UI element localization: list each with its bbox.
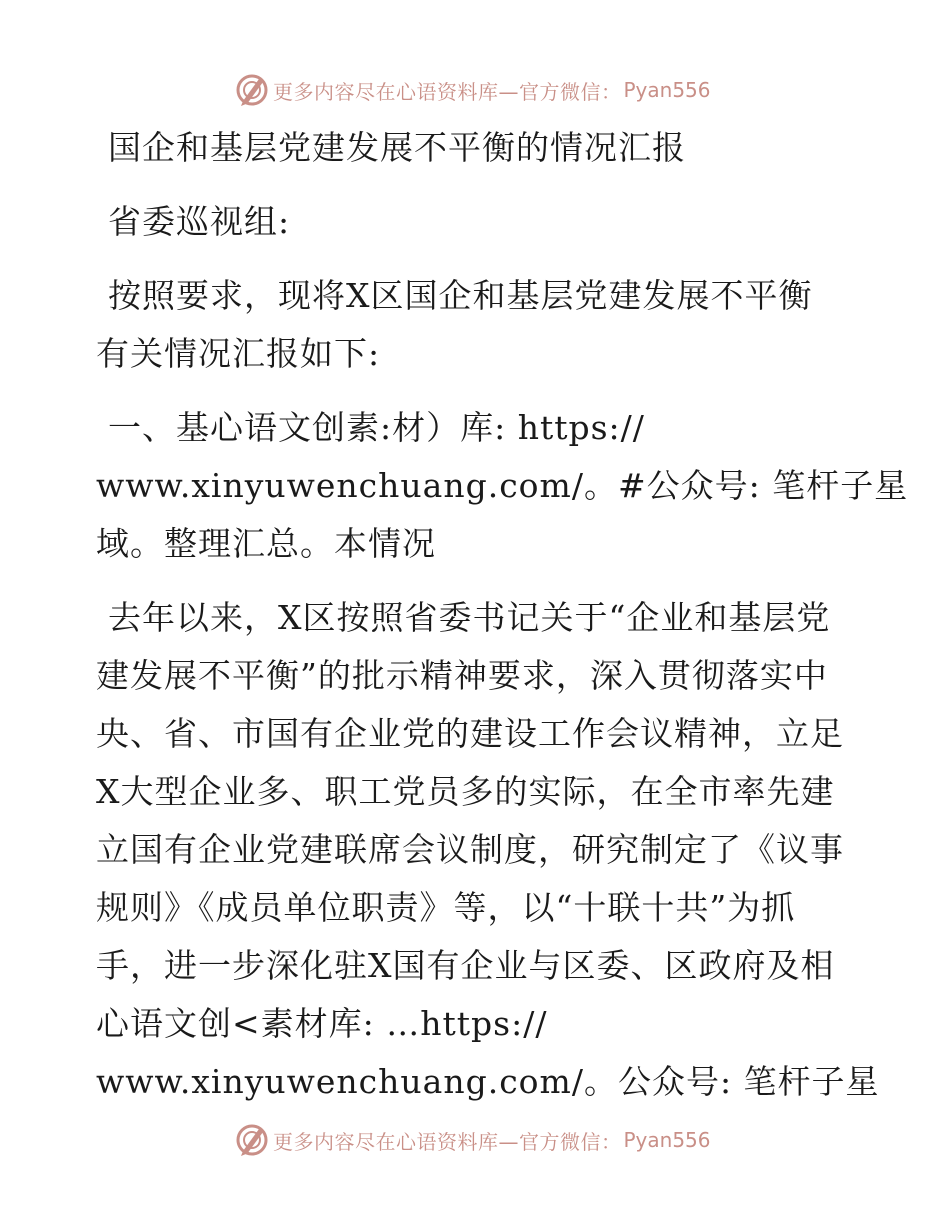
- body-line: 央、省、市国有企业党的建设工作会议精神，立足: [96, 714, 844, 753]
- body-line: X大型企业多、职工党员多的实际，在全市率先建: [96, 772, 835, 811]
- body-line: 规则》《成员单位职责》等，以“十联十共”为抓: [96, 888, 796, 927]
- body-line: 建发展不平衡”的批示精神要求，深入贯彻落实中: [96, 656, 828, 695]
- body-line: 去年以来，X区按照省委书记关于“企业和基层党: [108, 598, 831, 637]
- pen-logo-icon: [235, 1123, 269, 1157]
- section-heading-line: www.xinyuwenchuang.com/。#公众号: 笔杆子星: [96, 466, 909, 505]
- intro-line: 有关情况汇报如下:: [96, 334, 381, 373]
- document-title: 国企和基层党建发展不平衡的情况汇报: [108, 128, 686, 167]
- watermark-wechat-id: Pyan556: [623, 78, 711, 102]
- watermark-footer: [235, 1122, 711, 1158]
- pen-logo-icon: [235, 73, 269, 107]
- watermark-text: 更多内容尽在心语资料库—官方微信：: [273, 79, 622, 104]
- salutation: 省委巡视组:: [108, 202, 291, 241]
- section-heading-line: 一、基心语文创素:材）库: https://: [108, 408, 645, 447]
- watermark-text: 更多内容尽在心语资料库—官方微信：: [273, 1129, 622, 1154]
- body-line: 心语文创<素材库: …https://: [96, 1004, 548, 1043]
- watermark-wechat-id: Pyan556: [623, 1128, 711, 1152]
- body-line: www.xinyuwenchuang.com/。公众号: 笔杆子星: [96, 1062, 880, 1101]
- intro-line: 按照要求，现将X区国企和基层党建发展不平衡: [108, 276, 813, 315]
- body-line: 立国有企业党建联席会议制度，研究制定了《议事: [96, 830, 844, 869]
- body-line: 手，进一步深化驻X国有企业与区委、区政府及相: [96, 946, 835, 985]
- section-heading-line: 域。整理汇总。本情况: [96, 524, 436, 563]
- watermark-header: [235, 72, 711, 108]
